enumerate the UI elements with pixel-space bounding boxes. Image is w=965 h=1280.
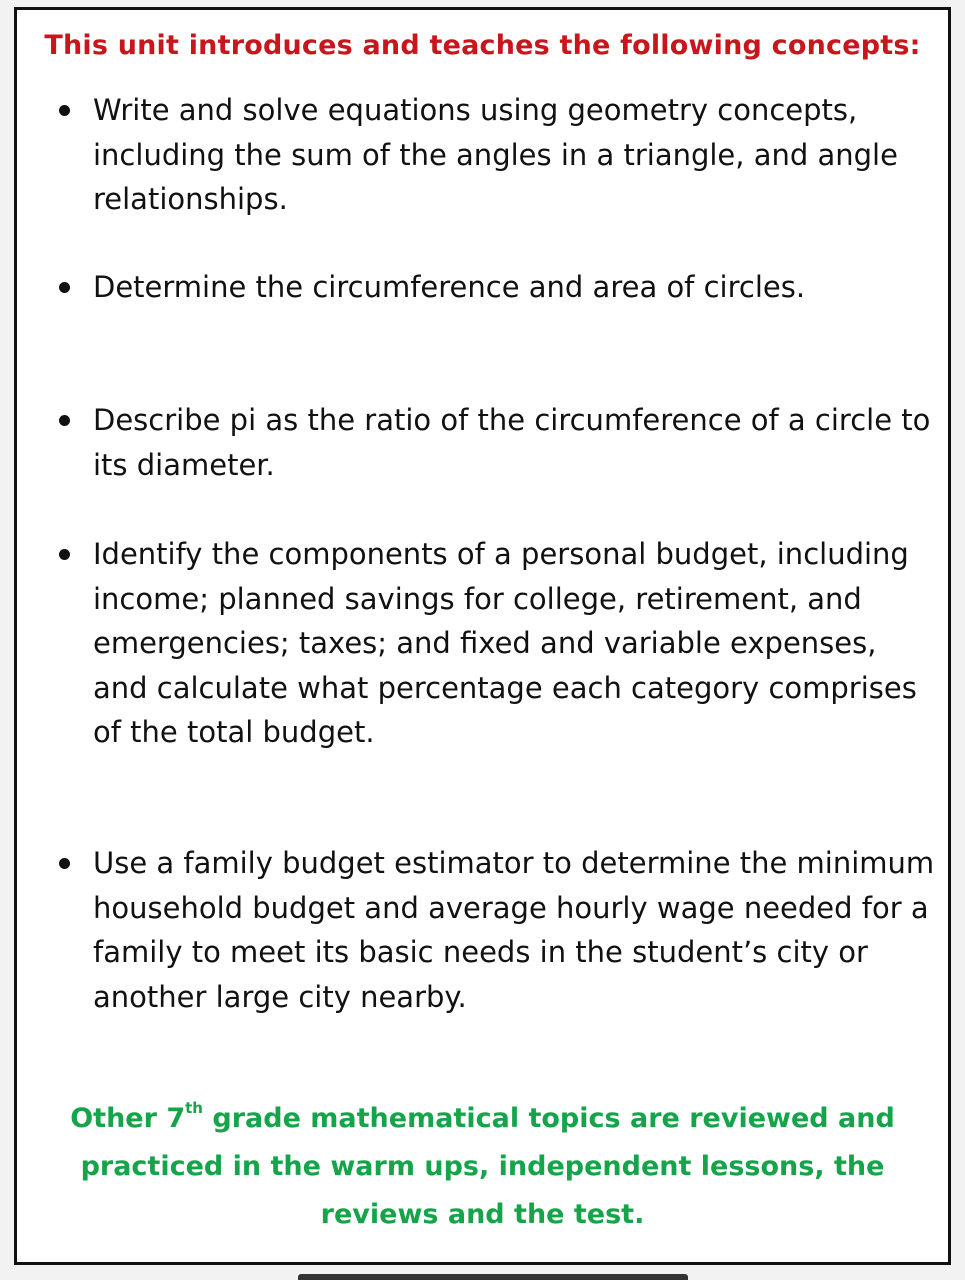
- bullet-icon: [59, 858, 70, 869]
- concept-item: [55, 265, 940, 310]
- concept-text: Identify the components of a personal budget, including income; planned savings for college, retirement, and emergencies; taxes; and fixed and variable expenses, and calculate what percentage each category comprises of the total budget.: [93, 537, 917, 749]
- bullet-icon: [59, 282, 70, 293]
- bullet-icon: [59, 415, 70, 426]
- footer-prefix: Other 7: [70, 1103, 186, 1134]
- footer-note: [57, 1095, 908, 1239]
- concept-item: [55, 88, 940, 222]
- concept-item: [55, 532, 940, 755]
- bullet-icon: [59, 549, 70, 560]
- concept-text: Write and solve equations using geometry concepts, including the sum of the angles in a triangle, and angle relationships.: [93, 93, 898, 216]
- concept-text: Describe pi as the ratio of the circumference of a circle to its diameter.: [93, 403, 931, 482]
- concept-item: [55, 841, 940, 1019]
- footer-suffix: grade mathematical topics are reviewed and practiced in the warm ups, independent lessons, the reviews and the test.: [80, 1103, 895, 1230]
- bullet-icon: [59, 105, 70, 116]
- unit-heading: This unit introduces and teaches the following concepts:: [44, 30, 921, 61]
- concept-text: Use a family budget estimator to determine the minimum household budget and average hourly wage needed for a family to meet its basic needs in the student’s city or another large city nearby.: [93, 846, 935, 1014]
- concept-text: Determine the circumference and area of circles.: [93, 270, 806, 304]
- content-frame: [14, 7, 951, 1265]
- footer-superscript: th: [185, 1099, 203, 1117]
- scroll-handle: [298, 1274, 688, 1280]
- concept-item: [55, 398, 940, 487]
